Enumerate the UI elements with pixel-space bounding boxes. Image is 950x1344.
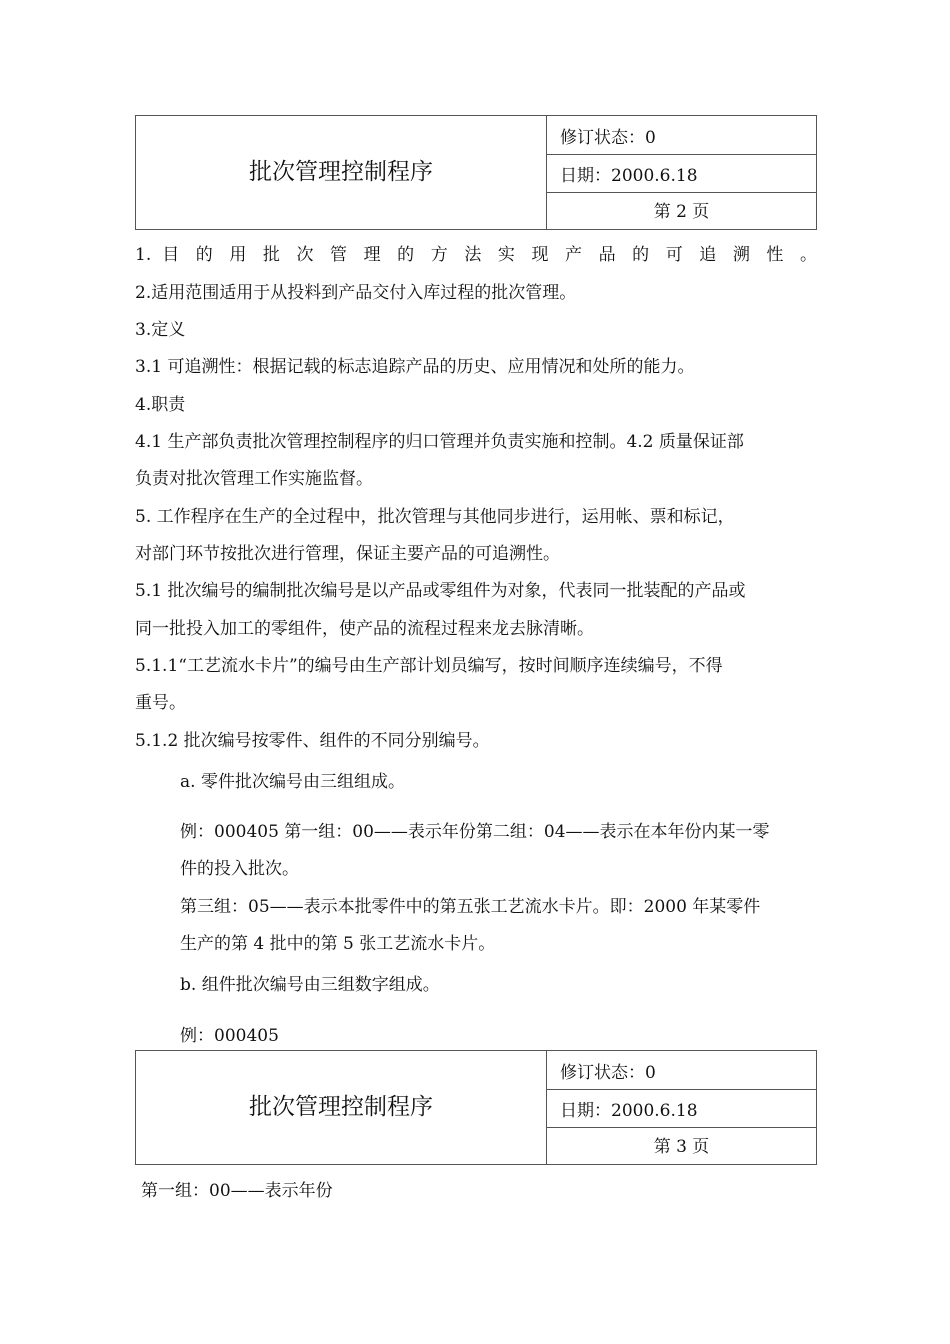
batch-number-line: 5.1 批次编号的编制批次编号是以产品或零组件为对象，代表同一批装配的产品或: [135, 581, 746, 601]
header-info-2: [547, 1051, 816, 1164]
group-three-line: 第三组：05——表示本批零件中的第五张工艺流水卡片。即：2000 年某零件: [180, 897, 761, 917]
document-date-2: 日期：2000.6.18: [547, 1089, 816, 1127]
scope-line: 2.适用范围适用于从投料到产品交付入库过程的批次管理。: [135, 283, 577, 303]
group-three-line-2: 生产的第 4 批中的第 5 张工艺流水卡片。: [180, 934, 496, 954]
definition-line: 3.1 可追溯性：根据记载的标志追踪产品的历史、应用情况和处所的能力。: [135, 357, 695, 377]
page-number-2: 第 3 页: [547, 1127, 816, 1164]
header-table-page-2: [135, 115, 817, 230]
part-batch-line: a. 零件批次编号由三组组成。: [180, 772, 405, 792]
assembly-batch-line: b. 组件批次编号由三组数字组成。: [180, 975, 440, 995]
document-date: 日期：2000.6.18: [547, 154, 816, 192]
definition-heading: 3.定义: [135, 320, 186, 340]
header-table-page-3: [135, 1050, 817, 1165]
batch-rule-line: 5.1.2 批次编号按零件、组件的不同分别编号。: [135, 731, 490, 751]
page-number: 第 2 页: [547, 192, 816, 229]
document-title-2: 批次管理控制程序: [136, 1051, 547, 1164]
document-title: 批次管理控制程序: [136, 116, 547, 229]
revision-status-2: 修订状态：0: [560, 1062, 656, 1083]
responsibility-line-2: 负责对批次管理工作实施监督。: [135, 469, 373, 489]
group-one-line: 第一组：00——表示年份: [141, 1181, 333, 1201]
responsibility-line: 4.1 生产部负责批次管理控制程序的归口管理并负责实施和控制。4.2 质量保证部: [135, 432, 744, 452]
procedure-line-2: 对部门环节按批次进行管理，保证主要产品的可追溯性。: [135, 544, 560, 564]
process-card-line: 5.1.1“工艺流水卡片”的编号由生产部计划员编写，按时间顺序连续编号，不得: [135, 656, 723, 676]
example-line-2: 件的投入批次。: [180, 859, 299, 879]
revision-status: 修订状态：0: [560, 127, 656, 148]
header-info: [547, 116, 816, 229]
example-line: 例：000405 第一组：00——表示年份第二组：04——表示在本年份内某一零: [180, 822, 770, 842]
procedure-line: 5. 工作程序在生产的全过程中，批次管理与其他同步进行，运用帐、票和标记，: [135, 507, 735, 527]
responsibility-heading: 4.职责: [135, 395, 186, 415]
process-card-line-2: 重号。: [135, 693, 186, 713]
batch-number-line-2: 同一批投入加工的零组件，使产品的流程过程来龙去脉清晰。: [135, 619, 594, 639]
purpose-line: 1. 目 的 用 批 次 管 理 的 方 法 实 现 产 品 的 可 追 溯 性 。: [135, 245, 817, 265]
example-2-line: 例：000405: [180, 1026, 279, 1046]
